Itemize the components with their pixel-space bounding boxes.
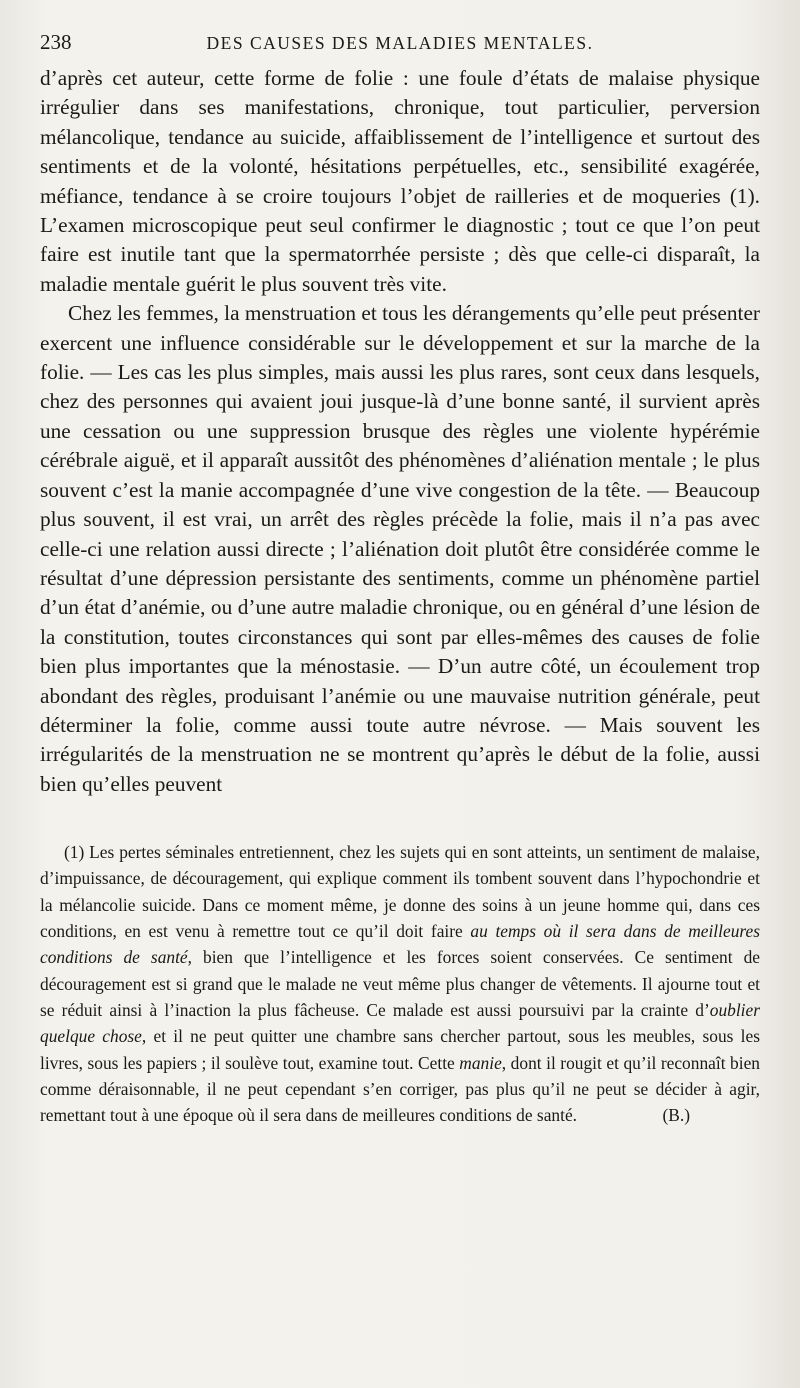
- footnote-text: , dont il rougit et qu’il reconnaît bien comme déraisonnable, il ne peut cependant s’en corriger, pas plus qu’il ne peut se décider à agir, remettant tout à une époque où il sera dans de meilleures conditions de santé.: [40, 1052, 760, 1126]
- footnote: [40, 839, 760, 1128]
- running-title: DES CAUSES DES MALADIES MENTALES.: [206, 33, 594, 53]
- footnote-italic: manie: [459, 1052, 502, 1073]
- footnote-italic: au temps où il sera dans de meilleures conditions de santé: [40, 921, 760, 968]
- footnote-text: , et il ne peut quitter une chambre sans chercher partout, sous les meubles, sous les livres, sous les papiers ; il soulève tout, examine tout. Cette: [40, 1026, 760, 1073]
- main-text: [40, 64, 760, 799]
- page-number: 238: [40, 30, 72, 54]
- body-paragraph: Chez les femmes, la menstruation et tous les dérangements qu’elle peut présenter exercent une influence considérable sur le développement et sur la marche de la folie. — Les cas les plus simples, mais aussi les plus rares, sont ceux dans lesquels, chez des personnes qui avaient joui jusque-là d’une bonne santé, il survient après une cessation ou une suppression brusque des règles une violente hypérémie cérébrale aiguë, et il apparaît aussitôt des phénomènes d’aliénation mentale ; le plus souvent c’est la manie accompagnée d’une vive congestion de la tête. — Beaucoup plus souvent, il est vrai, un arrêt des règles précède la folie, mais il n’a pas avec celle-ci une relation aussi directe ; l’aliénation doit plutôt être considérée comme le résultat d’une dépression persistante des sentiments, comme un phénomène partiel d’un état d’anémie, ou d’une autre maladie chronique, ou en général d’une lésion de la constitution, toutes circonstances qui sont par elles-mêmes des causes de folie bien plus importantes que la ménostasie. — D’un autre côté, un écoulement trop abondant des règles, produisant l’anémie ou une mauvaise nutrition générale, peut déterminer la folie, comme aussi toute autre névrose. — Mais souvent les irrégularités de la menstruation ne se montrent qu’après le début de la folie, aussi bien qu’elles peuvent: [40, 301, 760, 796]
- footnote-text: (1) Les pertes séminales entretiennent, chez les sujets qui en sont atteints, un sentiment de malaise, d’impuissance, de découragement, qui explique comment ils tombent souvent dans l’hypochondrie et la mélancolie suicide. Dans ce moment même, je donne des soins à un jeune homme qui, dans ces conditions, en est venu à remettre tout ce qu’il doit faire: [40, 842, 760, 942]
- footnote-italic: oublier quelque chose: [40, 999, 760, 1047]
- page-header: [40, 30, 760, 64]
- body-paragraph: d’après cet auteur, cette forme de folie : une foule d’états de malaise physique irrégulier dans ses manifestations, chronique, tout particulier, perversion mélancolique, tendance au suicide, affaiblissement de l’intelligence et surtout des sentiments et de la volonté, hésitations perpétuelles, etc., sensibilité exagérée, méfiance, tendance à se croire toujours l’objet de railleries et de moqueries (1). L’examen microscopique peut seul confirmer le diagnostic ; tout ce que l’on peut faire est inutile tant que la spermatorrhée persiste ; dès que celle-ci disparaît, la maladie mentale guérit le plus souvent très vite.: [40, 66, 760, 296]
- footnote-signature: (B.): [662, 1105, 690, 1126]
- footnote-text: , bien que l’intelligence et les forces soient conservées. Ce sentiment de découragement est si grand que le malade ne veut même plus changer de vêtements. Il ajourne tout et se réduit ainsi à l’inaction la plus fâcheuse. Ce malade est aussi poursuivi par la crainte d’: [40, 947, 761, 1020]
- footnote-section: [40, 839, 760, 1128]
